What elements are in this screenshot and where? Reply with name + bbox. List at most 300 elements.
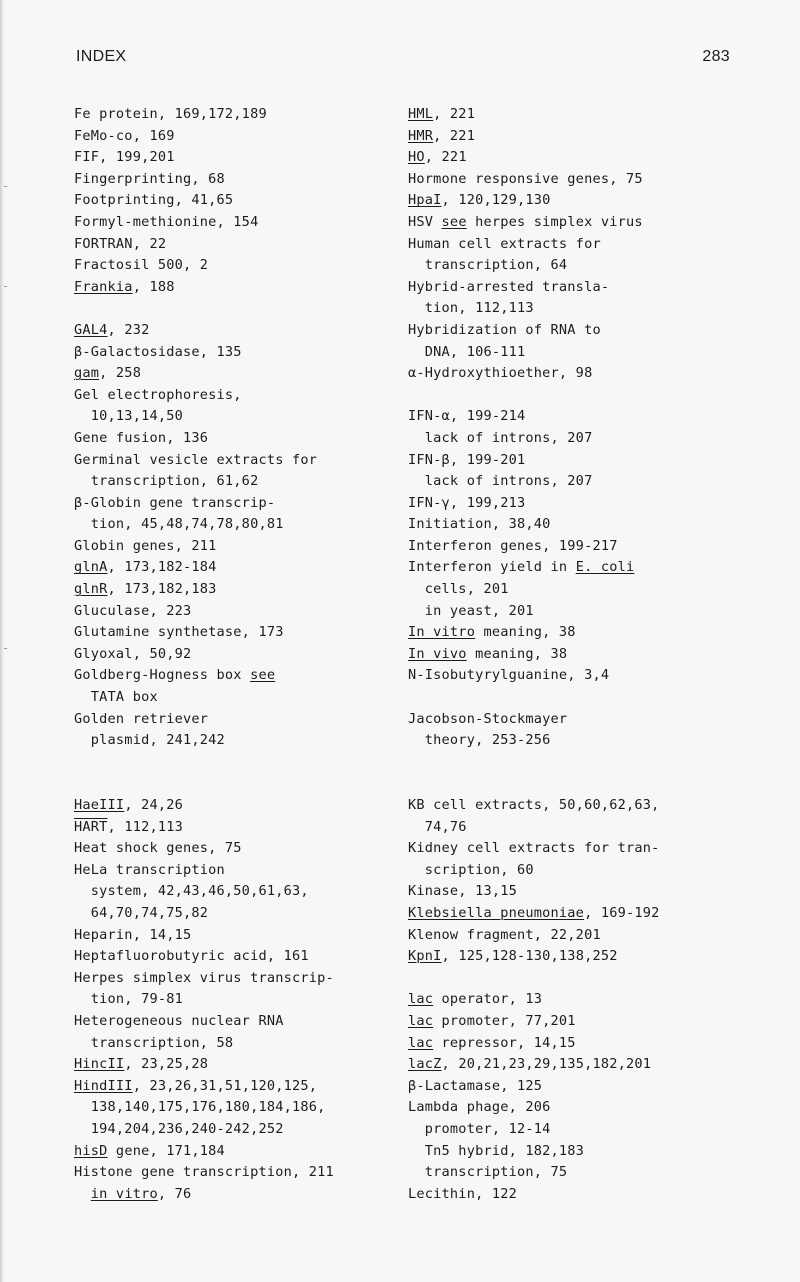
entry-text: meaning, 38: [466, 645, 568, 662]
underlined-term: In vivo: [408, 645, 467, 662]
index-entry-line: [408, 946, 738, 968]
index-entry-line: [74, 1162, 389, 1184]
entry-text: IFN-β, 199-201: [408, 451, 526, 468]
entry-text: HSV: [408, 213, 442, 230]
index-entry: [74, 234, 389, 256]
index-entry: [408, 1097, 738, 1183]
entry-text: , 258: [99, 365, 142, 382]
index-entry: [74, 320, 389, 342]
index-entry-line: [408, 601, 738, 623]
index-entry: [408, 147, 738, 169]
index-entry-line: [408, 903, 738, 925]
index-entry: [408, 644, 738, 666]
entry-text: , 125,128-130,138,252: [441, 948, 618, 965]
entry-text: Histone gene transcription, 211: [74, 1164, 334, 1181]
underlined-term: lac: [408, 1034, 434, 1051]
index-entry-line: [74, 406, 389, 428]
index-entry: [74, 190, 389, 212]
index-entry-line: [74, 1184, 389, 1206]
entry-text: Glutamine synthetase, 173: [74, 624, 284, 641]
index-entry-line: [74, 385, 389, 407]
index-entry: [74, 1141, 389, 1163]
index-entry: [408, 622, 738, 644]
entry-text: IFN-α, 199-214: [408, 408, 526, 425]
index-entry-line: [408, 212, 738, 234]
index-entry: [74, 817, 389, 839]
entry-text: 10,13,14,50: [74, 408, 183, 425]
underlined-term: In vitro: [408, 624, 476, 641]
index-entry: [74, 1054, 389, 1076]
entry-text: Klenow fragment, 22,201: [408, 926, 601, 943]
index-entry-line: [74, 881, 389, 903]
underlined-term: glnR: [74, 581, 108, 598]
index-entry: [74, 255, 389, 277]
entry-text: Fingerprinting, 68: [74, 170, 225, 187]
index-entry: [74, 644, 389, 666]
entry-text: β-Lactamase, 125: [408, 1077, 543, 1094]
index-entry: [408, 709, 738, 752]
index-entry-line: [408, 925, 738, 947]
index-entry-line: [408, 406, 738, 428]
underlined-term: glnA: [74, 559, 108, 576]
index-entry-line: [408, 298, 738, 320]
entry-text: , 169-192: [584, 904, 660, 921]
index-entry-line: [408, 126, 738, 148]
index-entry-line: [408, 234, 738, 256]
entry-text: Interferon genes, 199-217: [408, 537, 618, 554]
index-entry-line: [408, 363, 738, 385]
index-entry: [74, 925, 389, 947]
entry-text: α-Hydroxythioether, 98: [408, 365, 593, 382]
index-entry-line: [74, 190, 389, 212]
underlined-term: lac: [408, 991, 434, 1008]
underlined-term: HML: [408, 106, 434, 122]
index-entry-line: [74, 795, 389, 817]
entry-text: , 23,26,31,51,120,125,: [132, 1077, 318, 1094]
index-entry-line: [74, 644, 389, 666]
index-entry-line: [408, 1184, 738, 1206]
entry-text: cells, 201: [408, 581, 509, 598]
entry-text: , 24,26: [124, 797, 184, 813]
entry-text: KB cell extracts, 50,60,62,63,: [408, 797, 660, 813]
index-entry: [74, 968, 389, 1011]
index-entry: [74, 579, 389, 601]
index-entry: [74, 665, 389, 708]
index-entry-line: [74, 450, 389, 472]
entry-text: Hybrid-arrested transla-: [408, 278, 610, 295]
entry-text: , 20,21,23,29,135,182,201: [441, 1056, 652, 1073]
index-entry-line: [408, 795, 738, 817]
entry-text: , 120,129,130: [441, 192, 551, 209]
entry-text: tion, 45,48,74,78,80,81: [74, 516, 284, 533]
underlined-term: E. coli: [575, 559, 635, 576]
index-entry: [408, 104, 738, 126]
entry-text: Herpes simplex virus transcrip-: [74, 969, 334, 986]
index-entry-line: [408, 1076, 738, 1098]
index-group-gap: [408, 385, 738, 407]
index-entry-line: [74, 989, 389, 1011]
index-entry-line: [408, 277, 738, 299]
index-entry: [74, 126, 389, 148]
index-entry-line: [74, 687, 389, 709]
index-entry: [74, 557, 389, 579]
index-entry-line: [408, 320, 738, 342]
index-column-right: [408, 104, 738, 1205]
index-entry-line: [74, 104, 389, 126]
entry-text: Goldberg-Hogness box: [74, 667, 251, 684]
entry-text: Kinase, 13,15: [408, 883, 517, 900]
index-entry-line: [408, 1097, 738, 1119]
index-entry-line: [74, 601, 389, 623]
index-entry-line: [408, 514, 738, 536]
index-entry-line: [408, 190, 738, 212]
entry-text: Gluculase, 223: [74, 602, 192, 619]
entry-text: 194,204,236,240-242,252: [74, 1120, 284, 1137]
index-entry: [74, 385, 389, 428]
index-entry: [408, 1054, 738, 1076]
entry-text: 74,76: [408, 818, 467, 835]
entry-text: 138,140,175,176,180,184,186,: [74, 1099, 326, 1116]
entry-text: gene, 171,184: [107, 1142, 225, 1159]
index-entry: [408, 320, 738, 363]
index-entry-line: [74, 342, 389, 364]
entry-text: HeLa transcription: [74, 861, 225, 878]
entry-text: Globin genes, 211: [74, 537, 217, 554]
index-entry-line: [74, 1119, 389, 1141]
underlined-term: gam: [74, 365, 100, 382]
index-entry-line: [408, 579, 738, 601]
index-entry-line: [74, 579, 389, 601]
index-entry: [408, 881, 738, 903]
entry-text: Human cell extracts for: [408, 235, 601, 252]
index-entry-line: [74, 1011, 389, 1033]
index-entry: [408, 838, 738, 881]
index-entry-line: [408, 1162, 738, 1184]
entry-text: operator, 13: [433, 991, 543, 1008]
index-group-gap: [74, 752, 389, 774]
index-entry: [74, 838, 389, 860]
index-entry: [408, 363, 738, 385]
index-entry-line: [74, 471, 389, 493]
underlined-term: HpaI: [408, 192, 442, 209]
index-entry-line: [74, 946, 389, 968]
index-entry: [408, 536, 738, 558]
index-entry-line: [408, 644, 738, 666]
index-entry-line: [74, 1141, 389, 1163]
entry-text: lack of introns, 207: [408, 429, 593, 446]
entry-text: Heptafluorobutyric acid, 161: [74, 948, 309, 965]
index-entry: [408, 665, 738, 687]
index-entry-line: [74, 925, 389, 947]
index-entry: [74, 104, 389, 126]
entry-text: lack of introns, 207: [408, 473, 593, 490]
entry-text: in yeast, 201: [408, 602, 534, 619]
underlined-term: see: [250, 667, 276, 684]
index-entry-line: [74, 169, 389, 191]
index-entry-line: [408, 730, 738, 752]
binding-mark: [4, 186, 7, 187]
entry-text: , 76: [157, 1185, 192, 1202]
underlined-term: HindIII: [74, 1077, 133, 1094]
index-entry: [408, 514, 738, 536]
entry-text: , 221: [424, 149, 467, 166]
index-entry: [408, 1033, 738, 1055]
entry-text: FeMo-co, 169: [74, 127, 175, 144]
index-entry-line: [408, 860, 738, 882]
index-entry-line: [408, 1119, 738, 1141]
entry-text: Fractosil 500, 2: [74, 257, 209, 274]
entry-text: promoter, 12-14: [408, 1120, 551, 1137]
underlined-term: GAL4: [74, 321, 108, 338]
index-entry-line: [74, 126, 389, 148]
underlined-term: in vitro: [90, 1185, 158, 1202]
entry-text: FORTRAN, 22: [74, 235, 167, 252]
index-group-gap: [408, 773, 738, 795]
page-header: [76, 48, 730, 66]
entry-text: theory, 253-256: [408, 732, 551, 749]
underlined-term: see: [441, 213, 467, 230]
index-entry-line: [74, 363, 389, 385]
entry-text: , 112,113: [107, 818, 184, 835]
index-entry-line: [408, 1141, 738, 1163]
index-entry: [74, 601, 389, 623]
index-entry: [408, 989, 738, 1011]
index-entry-line: [408, 1033, 738, 1055]
index-entry-line: [74, 536, 389, 558]
index-entry-line: [74, 557, 389, 579]
entry-text: Golden retriever: [74, 710, 209, 727]
index-entry: [408, 1076, 738, 1098]
index-entry-line: [74, 838, 389, 860]
index-entry-line: [74, 817, 389, 839]
index-entry-line: [74, 428, 389, 450]
index-entry-line: [408, 493, 738, 515]
index-entry: [74, 860, 389, 925]
index-entry: [74, 147, 389, 169]
entry-text: 64,70,74,75,82: [74, 904, 209, 921]
index-entry: [408, 925, 738, 947]
index-entry-line: [74, 709, 389, 731]
index-entry: [408, 190, 738, 212]
entry-text: , 173,182-184: [107, 559, 217, 576]
entry-text: DNA, 106-111: [408, 343, 526, 360]
entry-text: Gel electrophoresis,: [74, 386, 242, 403]
entry-text: Heparin, 14,15: [74, 926, 192, 943]
entry-text: promoter, 77,201: [433, 1012, 576, 1029]
entry-text: Interferon yield in: [408, 559, 576, 576]
index-entry-line: [408, 665, 738, 687]
index-entry: [408, 126, 738, 148]
entry-text: Initiation, 38,40: [408, 516, 551, 533]
entry-text: , 232: [107, 321, 150, 338]
entry-text: Formyl-methionine, 154: [74, 213, 259, 230]
index-entry: [408, 795, 738, 838]
index-entry-line: [408, 428, 738, 450]
entry-text: N-Isobutyrylguanine, 3,4: [408, 667, 610, 684]
index-entry-line: [74, 320, 389, 342]
index-entry: [74, 795, 389, 817]
entry-text: scription, 60: [408, 861, 534, 878]
entry-text: herpes simplex virus: [466, 213, 643, 230]
entry-text: , 173,182,183: [107, 581, 217, 598]
underlined-term: lacZ: [408, 1056, 442, 1073]
entry-text: TATA box: [74, 689, 158, 706]
index-group-gap: [408, 687, 738, 709]
index-entry-line: [408, 709, 738, 731]
entry-text: , 23,25,28: [124, 1056, 209, 1073]
index-entry-line: [408, 1011, 738, 1033]
index-entry: [408, 1184, 738, 1206]
entry-text: β-Globin gene transcrip-: [74, 494, 276, 511]
underlined-term: KpnI: [408, 948, 442, 965]
index-entry-line: [74, 277, 389, 299]
index-entry: [408, 946, 738, 968]
index-entry: [408, 557, 738, 622]
index-entry: [408, 277, 738, 320]
index-entry-line: [408, 622, 738, 644]
index-entry: [74, 169, 389, 191]
index-entry-line: [408, 450, 738, 472]
entry-text: meaning, 38: [475, 624, 576, 641]
index-entry-line: [74, 665, 389, 687]
index-entry-line: [74, 1054, 389, 1076]
index-entry: [74, 428, 389, 450]
index-entry: [408, 169, 738, 191]
entry-text: Lambda phage, 206: [408, 1099, 551, 1116]
entry-text: tion, 79-81: [74, 991, 183, 1008]
index-entry-line: [74, 212, 389, 234]
entry-text: Heat shock genes, 75: [74, 840, 242, 857]
index-entry-line: [408, 536, 738, 558]
entry-text: , 221: [433, 106, 476, 122]
entry-text: plasmid, 241,242: [74, 732, 225, 749]
underlined-term: HaeIII: [74, 797, 125, 813]
index-group-gap: [408, 968, 738, 990]
index-entry-line: [74, 234, 389, 256]
underlined-term: HincII: [74, 1056, 125, 1073]
index-group-gap: [74, 773, 389, 795]
underlined-term: Klebsiella pneumoniae: [408, 904, 585, 921]
entry-text: [74, 1186, 91, 1202]
entry-text: Footprinting, 41,65: [74, 192, 234, 209]
entry-text: tion, 112,113: [408, 300, 534, 317]
index-entry: [408, 493, 738, 515]
entry-text: Lecithin, 122: [408, 1185, 517, 1202]
index-entry-line: [74, 1033, 389, 1055]
index-entry-line: [74, 860, 389, 882]
entry-text: transcription, 61,62: [74, 473, 259, 490]
index-entry-line: [74, 255, 389, 277]
entry-text: , 221: [433, 127, 476, 144]
overlined-term: HART: [74, 818, 108, 835]
entry-text: β-Galactosidase, 135: [74, 343, 242, 360]
index-entry-line: [74, 622, 389, 644]
index-entry: [408, 903, 738, 925]
entry-text: Fe protein, 169,172,189: [74, 106, 267, 122]
index-entry: [74, 1076, 389, 1141]
index-entry: [74, 363, 389, 385]
index-entry-line: [74, 903, 389, 925]
index-entry-line: [74, 493, 389, 515]
index-entry: [74, 1011, 389, 1054]
entry-text: Germinal vesicle extracts for: [74, 451, 318, 468]
index-entry: [74, 450, 389, 493]
index-column-left: [74, 104, 389, 1205]
index-entry-line: [74, 730, 389, 752]
index-entry-line: [408, 989, 738, 1011]
index-entry-line: [408, 838, 738, 860]
index-entry: [74, 212, 389, 234]
binding-mark: [4, 648, 7, 649]
entry-text: Jacobson-Stockmayer: [408, 710, 568, 727]
index-entry-line: [408, 817, 738, 839]
index-entry-line: [408, 169, 738, 191]
index-entry-line: [408, 881, 738, 903]
entry-text: FIF, 199,201: [74, 149, 175, 166]
underlined-term: Frankia: [74, 278, 133, 295]
index-entry: [74, 493, 389, 536]
index-entry: [408, 406, 738, 449]
underlined-term: HO: [408, 149, 425, 166]
entry-text: Hybridization of RNA to: [408, 321, 601, 338]
index-entry: [74, 946, 389, 968]
entry-text: IFN-γ, 199,213: [408, 494, 526, 511]
underlined-term: HMR: [408, 127, 434, 144]
index-entry-line: [74, 1076, 389, 1098]
underlined-term: lac: [408, 1012, 434, 1029]
entry-text: Heterogeneous nuclear RNA: [74, 1012, 284, 1029]
index-entry-line: [74, 1097, 389, 1119]
index-entry: [408, 234, 738, 277]
index-entry-line: [408, 342, 738, 364]
index-entry: [408, 450, 738, 493]
index-entry-line: [408, 471, 738, 493]
entry-text: transcription, 75: [408, 1164, 568, 1181]
binding-mark: [4, 286, 7, 287]
page-number: 283: [702, 48, 730, 65]
index-entry: [74, 342, 389, 364]
index-entry-line: [408, 147, 738, 169]
index-entry: [74, 277, 389, 299]
index-entry: [74, 536, 389, 558]
underlined-term: hisD: [74, 1142, 108, 1159]
page-binding-edge: [0, 0, 4, 1282]
entry-text: transcription, 58: [74, 1034, 234, 1051]
index-group-gap: [74, 298, 389, 320]
entry-text: system, 42,43,46,50,61,63,: [74, 883, 309, 900]
index-entry: [74, 1162, 389, 1205]
entry-text: Gene fusion, 136: [74, 429, 209, 446]
index-entry: [74, 622, 389, 644]
entry-text: repressor, 14,15: [433, 1034, 576, 1051]
index-entry-line: [74, 147, 389, 169]
running-title: INDEX: [76, 48, 127, 65]
index-entry-line: [408, 104, 738, 126]
index-entry: [408, 1011, 738, 1033]
entry-text: transcription, 64: [408, 257, 568, 274]
index-entry-line: [408, 1054, 738, 1076]
entry-text: Glyoxal, 50,92: [74, 645, 192, 662]
index-entry-line: [74, 968, 389, 990]
index-group-gap: [408, 752, 738, 774]
index-entry-line: [408, 255, 738, 277]
index-entry: [408, 212, 738, 234]
entry-text: Kidney cell extracts for tran-: [408, 840, 660, 857]
entry-text: Hormone responsive genes, 75: [408, 170, 643, 187]
index-entry: [74, 709, 389, 752]
index-entry-line: [74, 514, 389, 536]
entry-text: , 188: [132, 278, 175, 295]
